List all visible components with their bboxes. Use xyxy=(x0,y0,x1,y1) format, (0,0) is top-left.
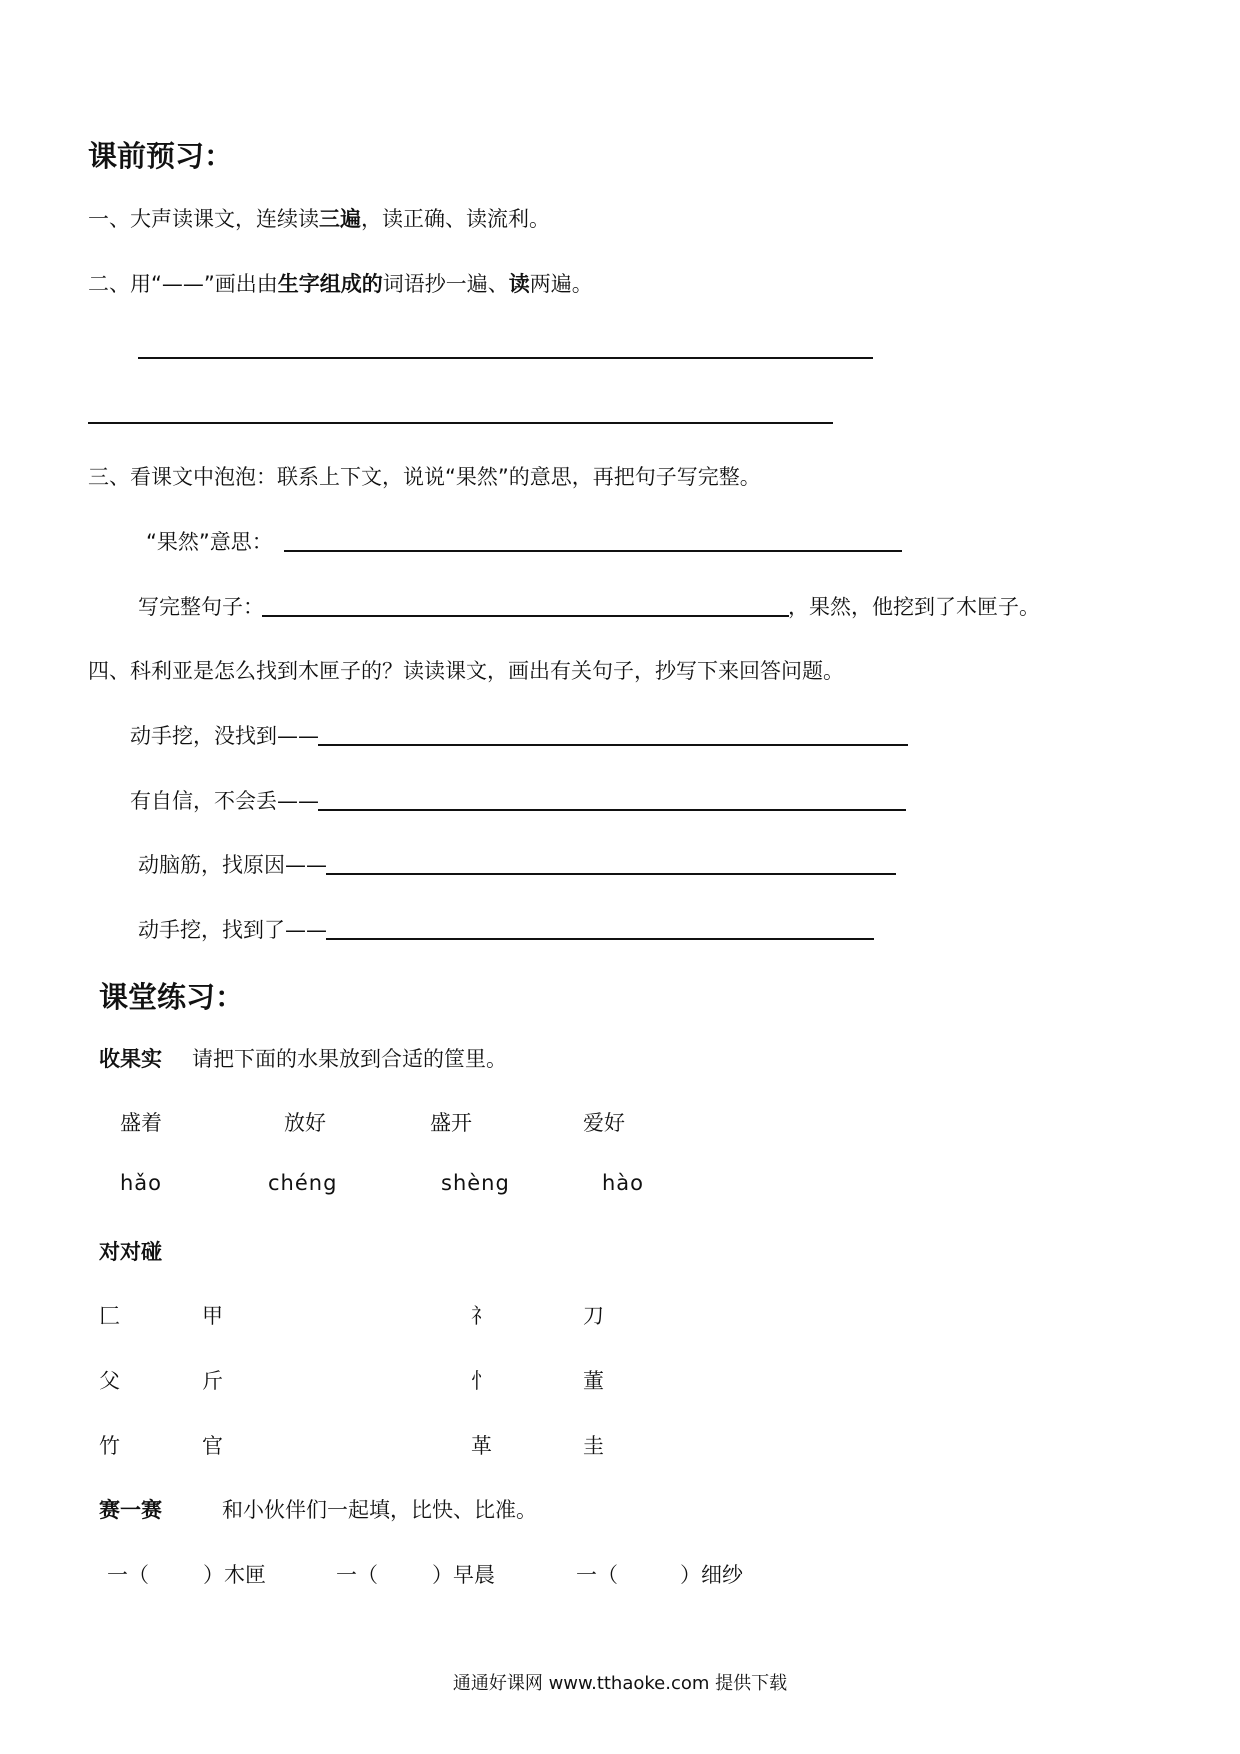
pinyin-1: hǎo xyxy=(120,1171,163,1195)
race-prefix-2: 一（ xyxy=(336,1563,378,1587)
question-2: 二、用“——”画出由生字组成的词语抄一遍、读两遍。 xyxy=(88,272,593,296)
race-suffix-1: ）木匣 xyxy=(203,1563,266,1587)
question-4: 四、科利亚是怎么找到木匣子的？读读课文，画出有关句子，抄写下来回答问题。 xyxy=(88,659,844,683)
match-cell: 革 xyxy=(471,1434,492,1458)
match-cell: 董 xyxy=(583,1369,604,1393)
match-cell: 圭 xyxy=(583,1434,604,1458)
fruit-word-3: 盛开 xyxy=(430,1111,472,1135)
complete-sentence-label: 写完整句子： xyxy=(138,595,264,619)
answer-line-meaning[interactable] xyxy=(284,550,902,552)
match-cell: 甲 xyxy=(202,1304,223,1328)
match-cell: 父 xyxy=(99,1369,120,1393)
fruit-instruction: 请把下面的水果放到合适的筐里。 xyxy=(192,1047,507,1071)
race-prefix-3: 一（ xyxy=(576,1563,618,1587)
match-cell: 匚 xyxy=(99,1304,120,1328)
answer-line-q4-4[interactable] xyxy=(326,938,874,940)
q4-item-1: 动手挖，没找到—— xyxy=(130,724,319,748)
match-cell: 忄 xyxy=(471,1369,492,1393)
match-cell: 官 xyxy=(202,1434,223,1458)
fruit-label: 收果实 xyxy=(99,1047,162,1071)
race-instruction: 和小伙伴们一起填，比快、比准。 xyxy=(222,1498,537,1522)
fruit-word-2: 放好 xyxy=(284,1111,326,1135)
match-cell: 刀 xyxy=(583,1304,604,1328)
answer-line-q2-2[interactable] xyxy=(88,422,833,424)
match-cell: 斤 xyxy=(202,1369,223,1393)
footer-credit: 通通好课网 www.tthaoke.com 提供下载 xyxy=(452,1673,788,1694)
pinyin-2: chéng xyxy=(268,1171,338,1195)
section-title-preview: 课前预习： xyxy=(88,139,234,173)
match-cell: 竹 xyxy=(99,1434,120,1458)
pinyin-3: shèng xyxy=(441,1171,510,1195)
question-3: 三、看课文中泡泡：联系上下文，说说“果然”的意思，再把句子写完整。 xyxy=(88,465,761,489)
answer-line-complete[interactable] xyxy=(262,615,789,617)
answer-line-q4-3[interactable] xyxy=(326,873,896,875)
question-1: 一、大声读课文，连续读三遍，读正确、读流利。 xyxy=(88,207,550,231)
race-suffix-3: ）细纱 xyxy=(680,1563,743,1587)
answer-line-q4-2[interactable] xyxy=(318,809,906,811)
answer-line-q4-1[interactable] xyxy=(318,744,908,746)
complete-sentence-suffix: ，果然，他挖到了木匣子。 xyxy=(788,595,1040,619)
meaning-label: “果然”意思： xyxy=(146,530,273,554)
answer-line-q2-1[interactable] xyxy=(138,357,873,359)
q4-item-3: 动脑筋，找原因—— xyxy=(138,853,327,877)
match-label: 对对碰 xyxy=(99,1240,162,1264)
race-label: 赛一赛 xyxy=(99,1498,162,1522)
section-title-practice: 课堂练习： xyxy=(99,980,245,1014)
race-prefix-1: 一（ xyxy=(107,1563,149,1587)
fruit-word-1: 盛着 xyxy=(120,1111,162,1135)
fruit-word-4: 爱好 xyxy=(583,1111,625,1135)
race-suffix-2: ）早晨 xyxy=(432,1563,495,1587)
pinyin-4: hào xyxy=(602,1171,645,1195)
match-cell: 礻 xyxy=(471,1304,492,1328)
q4-item-4: 动手挖，找到了—— xyxy=(138,918,327,942)
q4-item-2: 有自信，不会丢—— xyxy=(130,789,319,813)
